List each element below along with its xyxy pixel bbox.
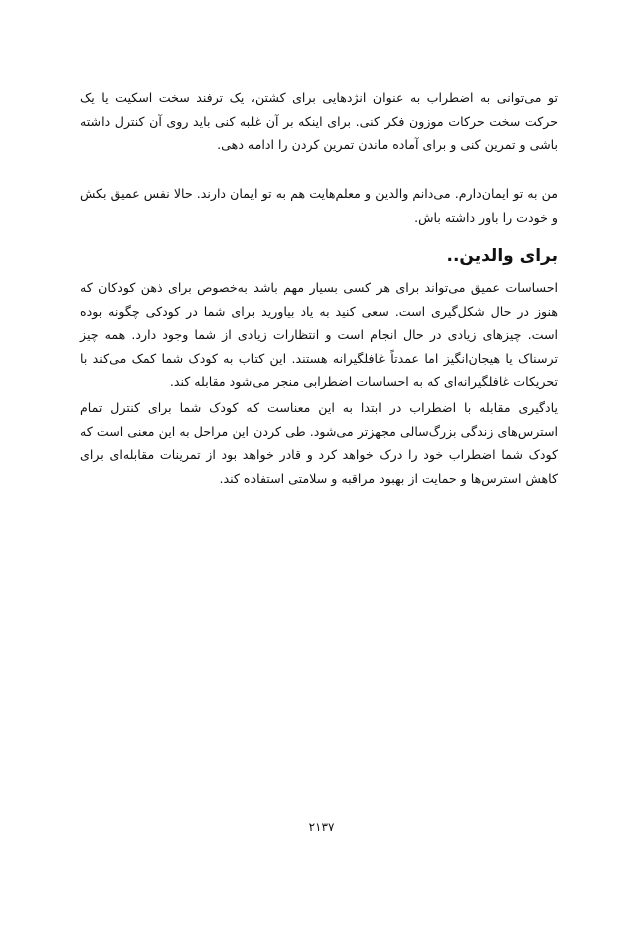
parents-paragraph-coping-skills: یادگیری مقابله با اضطراب در ابتدا به این معناست که کودک شما برای کنترل تمام استرس‌های زندگی بزرگ‌سالی مجهزتر می‌شود. طی کردن این مراحل به این معنی است که کودک شما اضطراب خود را درک خواهد کرد و قادر خواهد بود از تمرینات مقابله‌ای برای کاهش استرس‌ها و حمایت از بهبود مراقبه و سلامتی استفاده کند.	[80, 400, 558, 486]
page-number: ۲۱۳۷	[308, 820, 335, 834]
body-paragraph-anxiety-dragon: تو می‌توانی به اضطراب به عنوان انژدهایی برای کشتن، یک ترفند سخت اسکیت یا یک حرکت سخت حرکات موزون فکر کنی. برای اینکه بر آن غلبه کنی باید روی آن کنترل داشته باشی و تمرین کنی و برای آماده ماندن تمرین کردن را ادامه دهی.	[80, 90, 558, 152]
section-heading-for-parents: برای والدین..	[446, 246, 558, 266]
parents-paragraph-deep-emotions: احساسات عمیق می‌تواند برای هر کسی بسیار مهم باشد به‌خصوص برای ذهن کودکان که هنوز در حال شکل‌گیری است. سعی کنید به یاد بیاورید برای شما در کودکی چگونه بوده است. چیزهای زیادی در حال انجام است و انتظارات زیادی از شما وجود دارد. همه چیز ترسناک یا هیجان‌انگیز اما عمدتاً غافلگیرانه هستند. این کتاب به کودک شما کمک می‌کند با تحریکات غافلگیرانه‌ای که به احساسات اضطرابی منجر می‌شود مقابله کند.	[80, 280, 558, 389]
body-paragraph-believe-in-you: من به تو ایمان‌دارم. می‌دانم والدین و معلم‌هایت هم به تو ایمان دارند. حالا نفس عمیق بکش و خودت را باور داشته باش.	[80, 186, 558, 225]
